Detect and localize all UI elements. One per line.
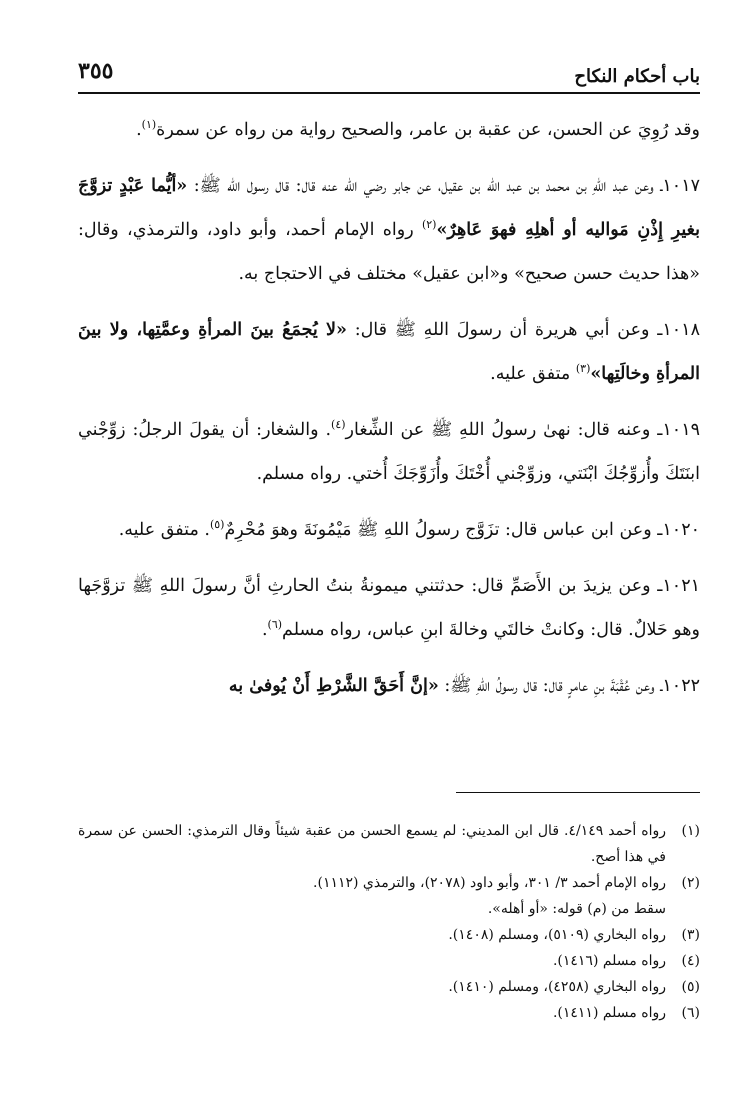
page-number: ٣٥٥: [78, 58, 114, 84]
hadith-1019: [78, 408, 700, 496]
hadith-1020: [78, 508, 700, 552]
footnote-item: [78, 1000, 700, 1026]
footnotes: [78, 818, 700, 1026]
footnote-number: (٦): [681, 1005, 700, 1021]
footnote-ref: (٣): [575, 362, 591, 376]
hadith-intro: ١٠١٩ـ وعنه قال: نهىٰ رسولُ اللهِ ﷺ عن الشِّغار: [345, 420, 700, 440]
hadith-commentary: . والشغار: أن يقولَ الرجلُ: زوِّجْني ابنَتَكَ وأُزوِّجُكَ ابْنَتي، وزوِّجْني أُخْتَكَ وأُزَوِّجَكَ أُختي. رواه مسلم.: [78, 420, 700, 484]
footnote-text: رواه مسلم (١٤١٦).: [552, 953, 666, 969]
footnote-separator: [456, 792, 700, 793]
footnote-text: رواه الإمام أحمد ٣/ ٣٠١، وأبو داود (٢٠٧٨)، والترمذي (١١١٢).: [313, 875, 666, 891]
footnote-number: [666, 896, 700, 922]
hadith-1022: [78, 664, 700, 708]
footnote-number: (٤): [681, 953, 700, 969]
paragraph-intro: [78, 108, 700, 152]
paragraph-text: وقد رُوِيَ عن الحسن، عن عقبة بن عامر، والصحيح رواية من رواه عن سمرة: [156, 120, 700, 140]
hadith-intro: ١٠٢١ـ وعن يزيدَ بن الأَصَمِّ قال: حدثتني ميمونةُ بنتُ الحارثِ أنَّ رسولَ اللهِ ﷺ تزوَّجَها وهو حَلالٌ. قال: وكانتْ خالتَي وخالةَ ابنِ عباس، رواه مسلم: [78, 576, 700, 640]
hadith-commentary: . متفق عليه.: [118, 520, 210, 540]
hadith-intro: ١٠٢٢ـ وعن عُقْبَةَ بنِ عامرٍ قال: قال رسولُ اللهِ ﷺ:: [438, 676, 700, 696]
footnote-ref: (٦): [267, 618, 283, 632]
chapter-title: باب أحكام النكاح: [574, 66, 700, 87]
hadith-intro: ١٠١٧ـ وعن عبد اللهِ بن محمد بن عبد الله بن عقيل، عن جابر رضي الله عنه قال: قال رسول الله ﷺ:: [187, 176, 700, 196]
main-text: [78, 108, 700, 720]
footnote-number: (١): [681, 823, 700, 839]
footnote-number: (٣): [681, 927, 700, 943]
hadith-intro: ١٠١٨ـ وعن أبي هريرة أن رسولَ اللهِ ﷺ قال:: [346, 320, 700, 340]
hadith-commentary: .: [261, 620, 268, 640]
footnote-item: [78, 818, 700, 870]
footnote-ref: (٥): [209, 518, 225, 532]
footnote-text: رواه البخاري (٥١٠٩)، ومسلم (١٤٠٨).: [448, 927, 666, 943]
footnote-text: رواه مسلم (١٤١١).: [552, 1005, 666, 1021]
hadith-commentary: رواه الإمام أحمد، وأبو داود، والترمذي، وقال: «هذا حديث حسن صحيح» و«ابن عقيل» مختلف في الاحتجاج به.: [78, 220, 700, 284]
footnote-item: [78, 974, 700, 1000]
hadith-commentary: متفق عليه.: [490, 364, 576, 384]
hadith-text: «إنَّ أَحَقَّ الشَّرْطِ أَنْ يُوفىٰ به: [228, 676, 439, 696]
hadith-text: «لا يُجمَعُ بينَ المرأةِ وعمَّتِها، ولا بينَ المرأةِ وخالَتِها»: [78, 320, 700, 384]
hadith-intro: ١٠٢٠ـ وعن ابن عباس قال: تزَوَّج رسولُ اللهِ ﷺ مَيْمُونَةَ وهوَ مُحْرِمٌ: [224, 520, 700, 540]
footnote-item: [78, 896, 700, 922]
footnote-item: [78, 948, 700, 974]
footnote-item: [78, 870, 700, 896]
footnote-number: (٥): [681, 979, 700, 995]
footnote-text: رواه أحمد ٤/١٤٩. قال ابن المديني: لم يسمع الحسن من عقبة شيئاً وقال الترمذي: الحسن عن سمرة في هذا أصح.: [78, 823, 666, 865]
running-header: [78, 56, 700, 94]
footnote-text: رواه البخاري (٤٢٥٨)، ومسلم (١٤١٠).: [448, 979, 666, 995]
hadith-1018: [78, 308, 700, 396]
footnote-item: [78, 922, 700, 948]
footnote-ref: (٤): [331, 418, 346, 432]
footnote-text: سقط من (م) قوله: «أو أهله».: [487, 901, 666, 917]
footnote-ref: (٢): [421, 218, 437, 232]
footnote-number: (٢): [681, 875, 700, 891]
footnote-ref: (١): [141, 118, 157, 132]
hadith-1021: [78, 564, 700, 652]
hadith-1017: [78, 164, 700, 296]
paragraph-tail: .: [136, 120, 142, 140]
hadith-text: «أيُّما عَبْدٍ تزوَّجَ بغيرِ إِذْنِ مَواليه أو أهلِهِ فهوَ عَاهِرٌ»: [78, 176, 700, 240]
